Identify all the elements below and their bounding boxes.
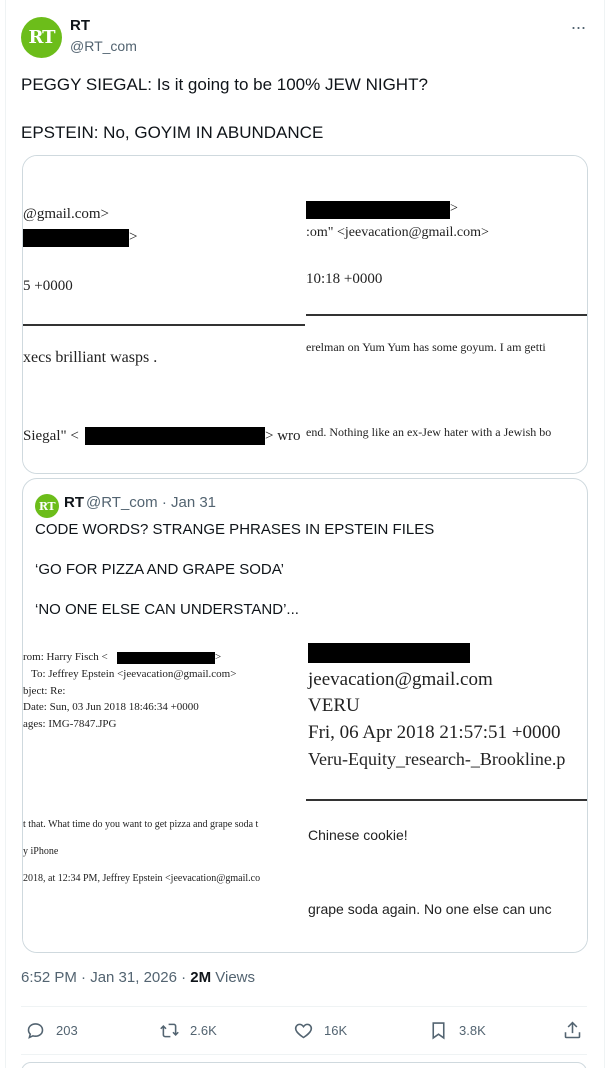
quoted-document-image-right[interactable]	[306, 635, 588, 953]
doc-text: end. Nothing like an ex-Jew hater with a Jewish bo	[306, 425, 552, 439]
doc-text: :om" <jeevacation@gmail.com>	[306, 225, 489, 240]
doc-text: Chinese cookie!	[308, 827, 408, 843]
like-button[interactable]	[293, 1008, 347, 1052]
tweet-text-line: EPSTEIN: No, GOYIM IN ABUNDANCE	[21, 123, 324, 142]
reply-button[interactable]	[25, 1008, 78, 1052]
reply-compose-box[interactable]	[21, 1062, 587, 1068]
redaction-bar	[23, 229, 129, 247]
doc-text: y iPhone	[23, 846, 59, 857]
doc-text: VERU	[308, 695, 360, 716]
author-handle[interactable]: @RT_com	[70, 38, 137, 54]
doc-text: bject: Re:	[23, 685, 66, 697]
author-avatar[interactable]	[21, 17, 62, 58]
quoted-tweet-text	[35, 520, 575, 620]
doc-divider	[306, 799, 588, 801]
reply-count: 203	[56, 1022, 78, 1038]
doc-text: xecs brilliant wasps .	[23, 349, 158, 366]
repost-icon	[159, 1020, 180, 1041]
doc-text: ages: IMG-7847.JPG	[23, 718, 117, 730]
divider	[21, 1054, 587, 1055]
quoted-media[interactable]	[23, 635, 588, 953]
share-button[interactable]	[562, 1008, 593, 1052]
doc-text: > wro	[265, 428, 301, 444]
quoted-author-handle-date[interactable]	[86, 494, 216, 511]
doc-text: @gmail.com>	[23, 206, 110, 222]
doc-text: jeevacation@gmail.com	[308, 669, 493, 690]
bookmark-button[interactable]	[428, 1008, 486, 1052]
doc-text: erelman on Yum Yum has some goyum. I am getti	[306, 340, 546, 354]
doc-text: Veru-Equity_research-_Brookline.p	[308, 749, 566, 769]
reply-icon	[25, 1020, 46, 1041]
doc-text: t that. What time do you want to get pizza and grape soda t	[23, 819, 259, 830]
quoted-author-handle: @RT_com	[86, 494, 158, 511]
quoted-author-avatar[interactable]	[35, 494, 59, 518]
quoted-author-name[interactable]: RT	[64, 494, 84, 511]
doc-text: To: Jeffrey Epstein <jeevacation@gmail.com>	[31, 668, 237, 680]
tweet-timestamp[interactable]: 6:52 PM · Jan 31, 2026 ·	[21, 969, 191, 986]
doc-text: Fri, 06 Apr 2018 21:57:51 +0000	[308, 722, 561, 743]
action-bar	[21, 1008, 587, 1052]
quoted-date: · Jan 31	[161, 494, 217, 511]
doc-divider	[306, 314, 588, 316]
rt-logo: RT	[38, 499, 56, 513]
like-count: 16K	[324, 1022, 348, 1038]
views-count: 2M	[190, 969, 212, 986]
doc-text: grape soda again. No one else can unc	[308, 901, 552, 917]
redaction-bar	[308, 643, 470, 663]
doc-text: 5 +0000	[23, 278, 73, 294]
quoted-text-line: ‘NO ONE ELSE CAN UNDERSTAND’...	[35, 601, 299, 618]
doc-text: rom: Harry Fisch <	[23, 651, 108, 663]
redaction-bar	[85, 427, 265, 445]
quoted-tweet[interactable]	[22, 478, 588, 953]
quoted-document-image-left[interactable]: rom: Harry Fisch < > To: Jeffrey Epstein <jeevacation@gmail.com> bject: Re: Date: Sun, 03 Jun 2018 18:46:34 +0000 ages: IMG-7847.JPG t that. What time do you want to get pizza and grape soda t y iPhone 2018, at 12:34 PM, Jeffrey Epstein <jeevacation@gmail.co	[23, 635, 305, 953]
heart-icon	[293, 1020, 314, 1041]
tweet-media[interactable]	[22, 155, 588, 474]
views-label: Views	[211, 969, 256, 986]
doc-text: 10:18 +0000	[306, 271, 383, 287]
divider	[21, 1006, 587, 1007]
doc-text: Date: Sun, 03 Jun 2018 18:46:34 +0000	[23, 701, 199, 713]
redaction-bar	[306, 201, 450, 219]
doc-text: Siegal" <	[23, 428, 79, 444]
share-icon	[562, 1020, 583, 1041]
author-name[interactable]: RT	[70, 17, 90, 34]
quoted-text-line: CODE WORDS? STRANGE PHRASES IN EPSTEIN FILES	[35, 521, 435, 538]
doc-divider	[23, 324, 305, 326]
tweet-timestamp-views	[21, 969, 255, 986]
tweet-text-line: PEGGY SIEGAL: Is it going to be 100% JEW NIGHT?	[21, 75, 428, 94]
bookmark-count: 3.8K	[459, 1022, 486, 1038]
bookmark-icon	[428, 1020, 449, 1041]
more-options-icon[interactable]: ···	[570, 17, 586, 37]
document-image-left[interactable]: @gmail.com> > 5 +0000 xecs brilliant wasps . Siegal" < > wro	[23, 156, 305, 473]
rt-logo: RT	[28, 27, 55, 48]
repost-button[interactable]	[159, 1008, 217, 1052]
redaction-bar	[117, 652, 215, 664]
quoted-text-line: ‘GO FOR PIZZA AND GRAPE SODA’	[35, 561, 284, 578]
doc-text: 2018, at 12:34 PM, Jeffrey Epstein <jeevacation@gmail.co	[23, 873, 261, 884]
tweet-text	[21, 73, 581, 145]
document-image-right[interactable]: > :om" <jeevacation@gmail.com> 10:18 +0000 erelman on Yum Yum has some goyum. I am getti end. Nothing like an ex-Jew hater with a Jewish bo	[306, 156, 588, 473]
repost-count: 2.6K	[190, 1022, 217, 1038]
